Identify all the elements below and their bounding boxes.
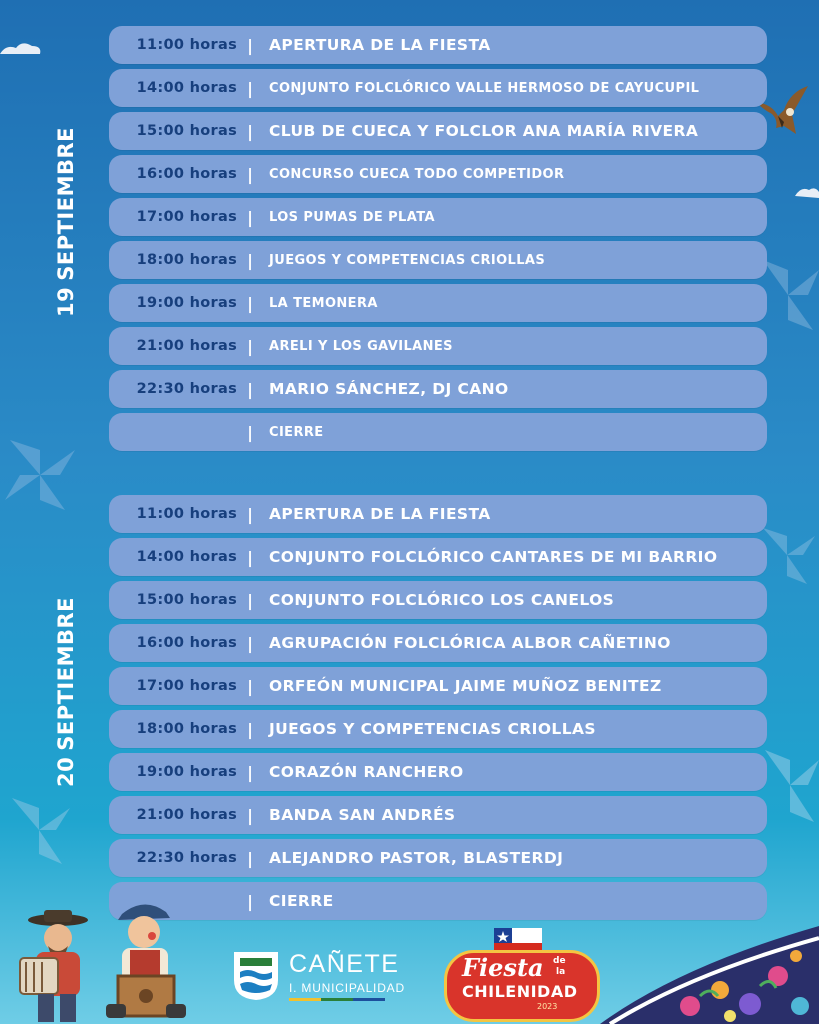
accordion-player-illustration [12,906,92,1024]
day-label-20 [54,597,78,787]
day-label-19 [54,127,78,317]
row-time: 21:00 horas [136,807,237,823]
schedule-row [109,155,767,193]
row-separator: | [247,336,253,356]
schedule-row [109,284,767,322]
row-activity: LOS PUMAS DE PLATA [269,209,435,225]
row-time: 18:00 horas [136,721,237,737]
row-time: 22:30 horas [136,850,237,866]
schedule-row [109,241,767,279]
cajon-player-illustration [100,896,192,1022]
row-activity: CORAZÓN RANCHERO [269,763,464,781]
fiesta-year: 2023 [537,1002,558,1011]
schedule-row [109,69,767,107]
row-activity: JUEGOS Y COMPETENCIAS CRIOLLAS [269,720,596,738]
row-separator: | [247,590,253,610]
row-time: 15:00 horas [136,123,237,139]
schedule-row [109,667,767,705]
row-time: 15:00 horas [136,592,237,608]
fiesta-word: Fiesta [462,953,544,982]
row-time: 11:00 horas [136,506,237,522]
row-separator: | [247,719,253,739]
row-separator: | [247,379,253,399]
row-activity: CLUB DE CUECA Y FOLCLOR ANA MARÍA RIVERA [269,122,699,140]
day-number: 20 [54,756,78,787]
row-time: 22:30 horas [136,381,237,397]
row-activity: BANDA SAN ANDRÉS [269,806,456,824]
row-separator: | [247,805,253,825]
row-separator: | [247,78,253,98]
row-separator: | [247,762,253,782]
row-separator: | [247,633,253,653]
row-activity: APERTURA DE LA FIESTA [269,36,491,54]
schedule-row [109,198,767,236]
municipality-name: CAÑETE [289,950,400,978]
day-month: SEPTIEMBRE [54,127,78,281]
row-activity: AGRUPACIÓN FOLCLÓRICA ALBOR CAÑETINO [269,634,671,652]
row-activity: ARELI Y LOS GAVILANES [269,338,453,354]
row-time: 16:00 horas [136,635,237,651]
pinwheel-icon [758,250,819,340]
row-time: 17:00 horas [136,209,237,225]
row-time: 19:00 horas [136,764,237,780]
pinwheel-icon [760,740,819,830]
row-separator: | [247,35,253,55]
row-time: 14:00 horas [136,80,237,96]
municipality-subtitle: I. MUNICIPALIDAD [289,981,405,995]
row-activity: CONJUNTO FOLCLÓRICO CANTARES DE MI BARRIO [269,548,718,566]
row-separator: | [247,207,253,227]
schedule-row [109,370,767,408]
row-separator: | [247,891,253,911]
day-number: 19 [54,286,78,317]
row-activity: CONJUNTO FOLCLÓRICO VALLE HERMOSO DE CAYUCUPIL [269,80,700,96]
row-activity: CONJUNTO FOLCLÓRICO LOS CANELOS [269,591,615,609]
row-activity: ORFEÓN MUNICIPAL JAIME MUÑOZ BENITEZ [269,677,662,695]
row-separator: | [247,547,253,567]
row-activity: JUEGOS Y COMPETENCIAS CRIOLLAS [269,252,546,268]
row-time: 14:00 horas [136,549,237,565]
schedule-row [109,26,767,64]
row-separator: | [247,676,253,696]
row-separator: | [247,422,253,442]
pinwheel-icon [4,790,74,870]
row-time: 18:00 horas [136,252,237,268]
municipal-shield-icon [232,950,280,1002]
row-activity: LA TEMONERA [269,295,378,311]
schedule-row [109,538,767,576]
logo-color-bar [289,998,385,1001]
cloud-icon [0,40,42,62]
schedule-row [109,796,767,834]
cloud-icon [795,184,819,202]
row-separator: | [247,293,253,313]
fiesta-la: la [556,967,566,977]
row-time: 21:00 horas [136,338,237,354]
schedule-row [109,624,767,662]
schedule-row [109,581,767,619]
row-time: 19:00 horas [136,295,237,311]
row-time: 17:00 horas [136,678,237,694]
schedule-row [109,753,767,791]
schedule-row [109,112,767,150]
fiesta-de: de [553,956,566,966]
row-activity: CIERRE [269,424,324,440]
row-separator: | [247,504,253,524]
row-activity: ALEJANDRO PASTOR, BLASTERDJ [269,849,564,867]
schedule-row [109,495,767,533]
schedule-row [109,327,767,365]
row-time: 16:00 horas [136,166,237,182]
schedule-row [109,710,767,748]
row-activity: MARIO SÁNCHEZ, DJ CANO [269,380,509,398]
row-time: 11:00 horas [136,37,237,53]
row-separator: | [247,250,253,270]
day-month: SEPTIEMBRE [54,597,78,751]
row-separator: | [247,164,253,184]
schedule-row [109,413,767,451]
pinwheel-icon [0,430,80,520]
row-separator: | [247,848,253,868]
row-activity: CONCURSO CUECA TODO COMPETIDOR [269,166,565,182]
schedule-row [109,839,767,877]
row-activity: APERTURA DE LA FIESTA [269,505,491,523]
row-separator: | [247,121,253,141]
fiesta-chilenidad: CHILENIDAD [462,982,578,1001]
flowers-decoration [600,926,819,1024]
schedule-row [109,882,767,920]
row-activity: CIERRE [269,892,334,910]
